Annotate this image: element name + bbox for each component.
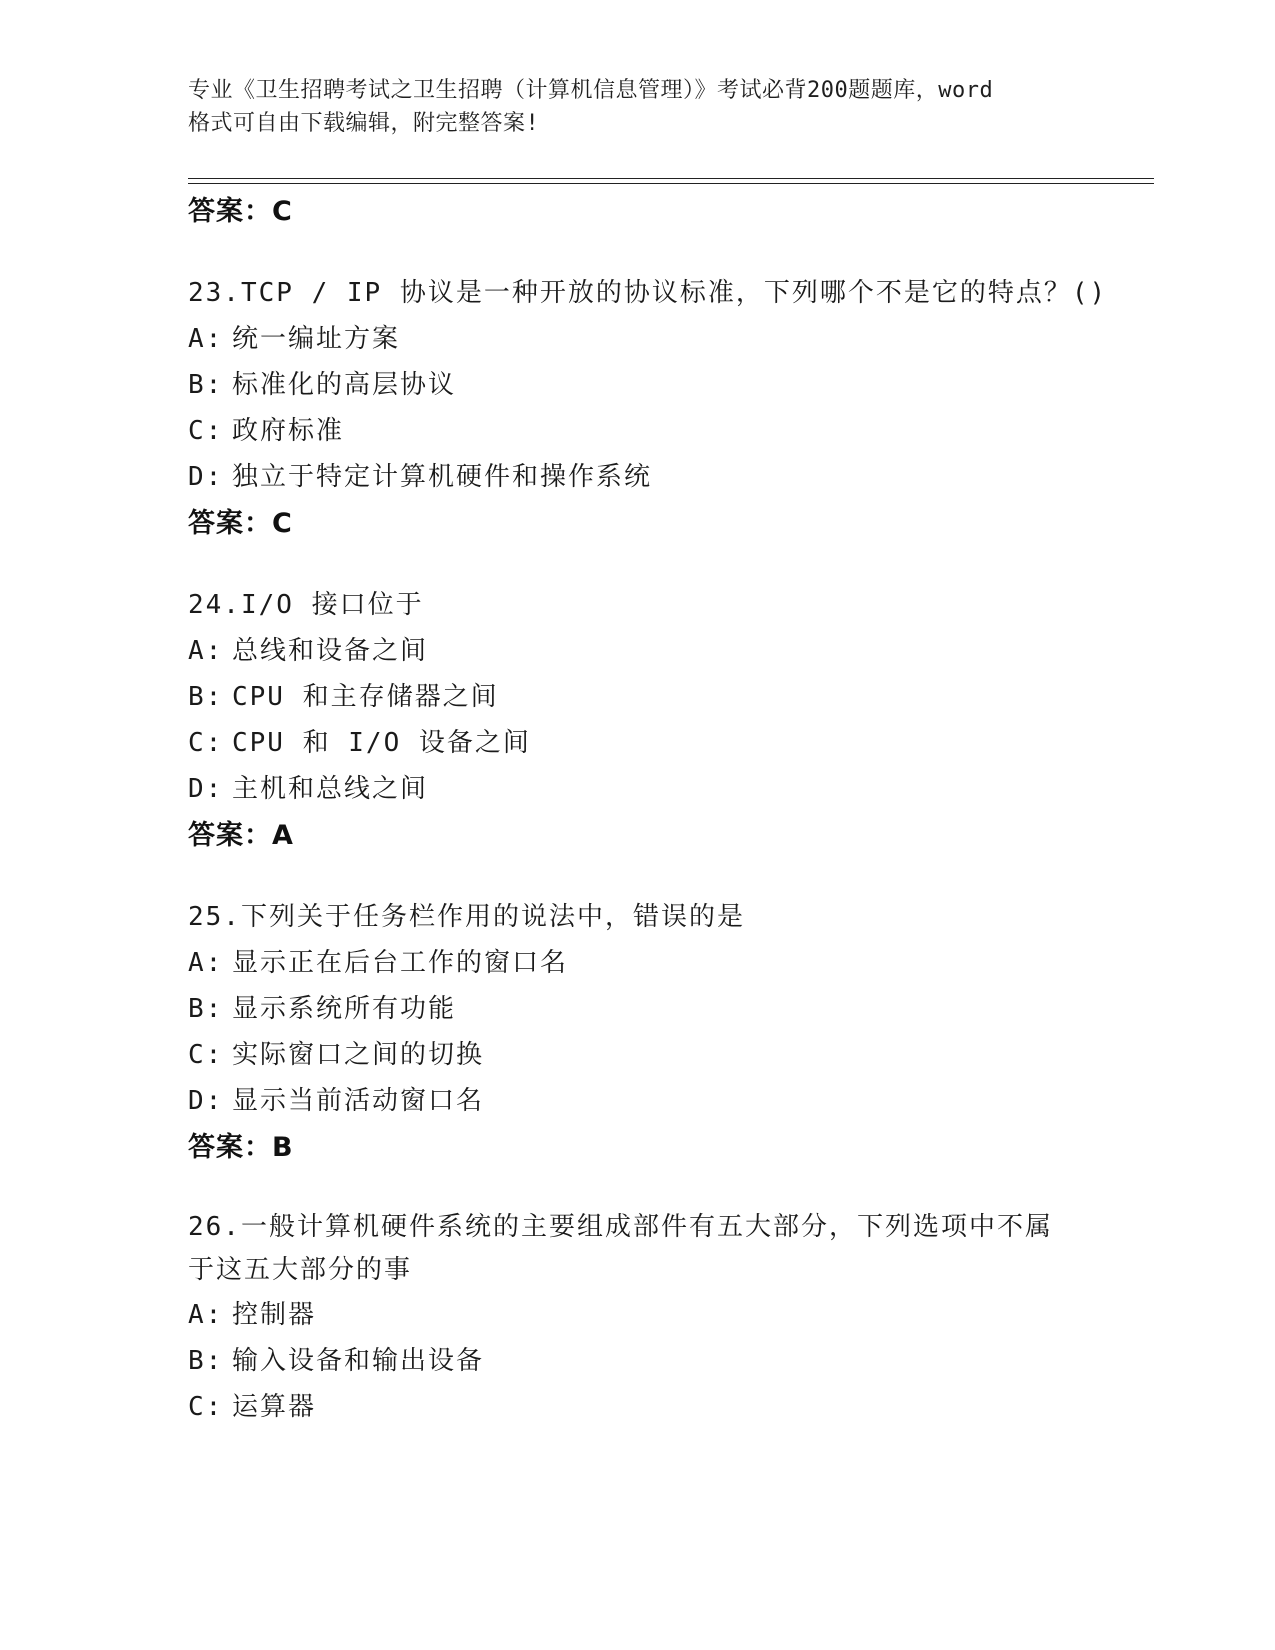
question-26: [188, 1206, 1088, 1430]
option-text: 标准化的高层协议: [232, 370, 457, 400]
question-24: [188, 582, 1088, 859]
previous-answer: 答案：C: [188, 196, 293, 227]
option-letter: C:: [188, 728, 224, 758]
option-b: [188, 362, 1088, 408]
option-letter: D:: [188, 1086, 224, 1116]
option-a: [188, 628, 1088, 674]
option-text: 主机和总线之间: [232, 774, 429, 804]
option-c: [188, 720, 1088, 766]
header-line-1: 专业《卫生招聘考试之卫生招聘（计算机信息管理）》考试必背200题题库，word: [188, 78, 994, 103]
question-title: 23.TCP / IP 协议是一种开放的协议标准，下列哪个不是它的特点？(): [188, 278, 1108, 308]
question-title: 24.I/O 接口位于: [188, 590, 424, 620]
option-d: [188, 766, 1088, 812]
option-text: 独立于特定计算机硬件和操作系统: [232, 462, 653, 492]
option-letter: A:: [188, 1300, 224, 1330]
option-letter: A:: [188, 636, 224, 666]
option-a: [188, 940, 1088, 986]
header-divider-bottom: [188, 183, 1154, 184]
answer-label: 答案：B: [188, 1132, 294, 1163]
question-title: 25.下列关于任务栏作用的说法中，错误的是: [188, 902, 745, 932]
option-c: [188, 1032, 1088, 1078]
option-b: [188, 674, 1088, 720]
option-c: [188, 1384, 1088, 1430]
option-text: 实际窗口之间的切换: [232, 1040, 485, 1070]
option-text: 输入设备和输出设备: [232, 1346, 485, 1376]
option-a: [188, 1292, 1088, 1338]
option-text: 政府标准: [232, 416, 345, 446]
option-b: [188, 986, 1088, 1032]
option-letter: A:: [188, 324, 224, 354]
option-letter: C:: [188, 1392, 224, 1422]
option-letter: A:: [188, 948, 224, 978]
option-text: 显示系统所有功能: [232, 994, 457, 1024]
option-d: [188, 454, 1088, 500]
option-text: 统一编址方案: [232, 324, 401, 354]
option-b: [188, 1338, 1088, 1384]
option-letter: B:: [188, 994, 224, 1024]
option-text: 显示正在后台工作的窗口名: [232, 948, 569, 978]
option-letter: C:: [188, 1040, 224, 1070]
option-c: [188, 408, 1088, 454]
answer-label: 答案：C: [188, 508, 293, 539]
option-letter: C:: [188, 416, 224, 446]
header-divider-top: [188, 178, 1154, 179]
question-title: 26.一般计算机硬件系统的主要组成部件有五大部分，下列选项中不属于这五大部分的事: [188, 1212, 1053, 1285]
option-letter: B:: [188, 682, 224, 712]
question-25: [188, 894, 1088, 1171]
option-letter: B:: [188, 370, 224, 400]
option-text: CPU 和主存储器之间: [232, 682, 499, 712]
question-23: [188, 270, 1108, 547]
document-header: [188, 74, 1088, 140]
option-d: [188, 1078, 1088, 1124]
option-text: 总线和设备之间: [232, 636, 429, 666]
option-text: 控制器: [232, 1300, 317, 1330]
option-text: CPU 和 I/O 设备之间: [232, 728, 531, 758]
option-letter: D:: [188, 774, 224, 804]
question-list: [188, 188, 1108, 1465]
option-letter: D:: [188, 462, 224, 492]
header-line-2: 格式可自由下载编辑，附完整答案!: [188, 111, 540, 136]
option-text: 显示当前活动窗口名: [232, 1086, 485, 1116]
option-text: 运算器: [232, 1392, 317, 1422]
option-a: [188, 316, 1088, 362]
option-letter: B:: [188, 1346, 224, 1376]
answer-label: 答案：A: [188, 820, 294, 851]
